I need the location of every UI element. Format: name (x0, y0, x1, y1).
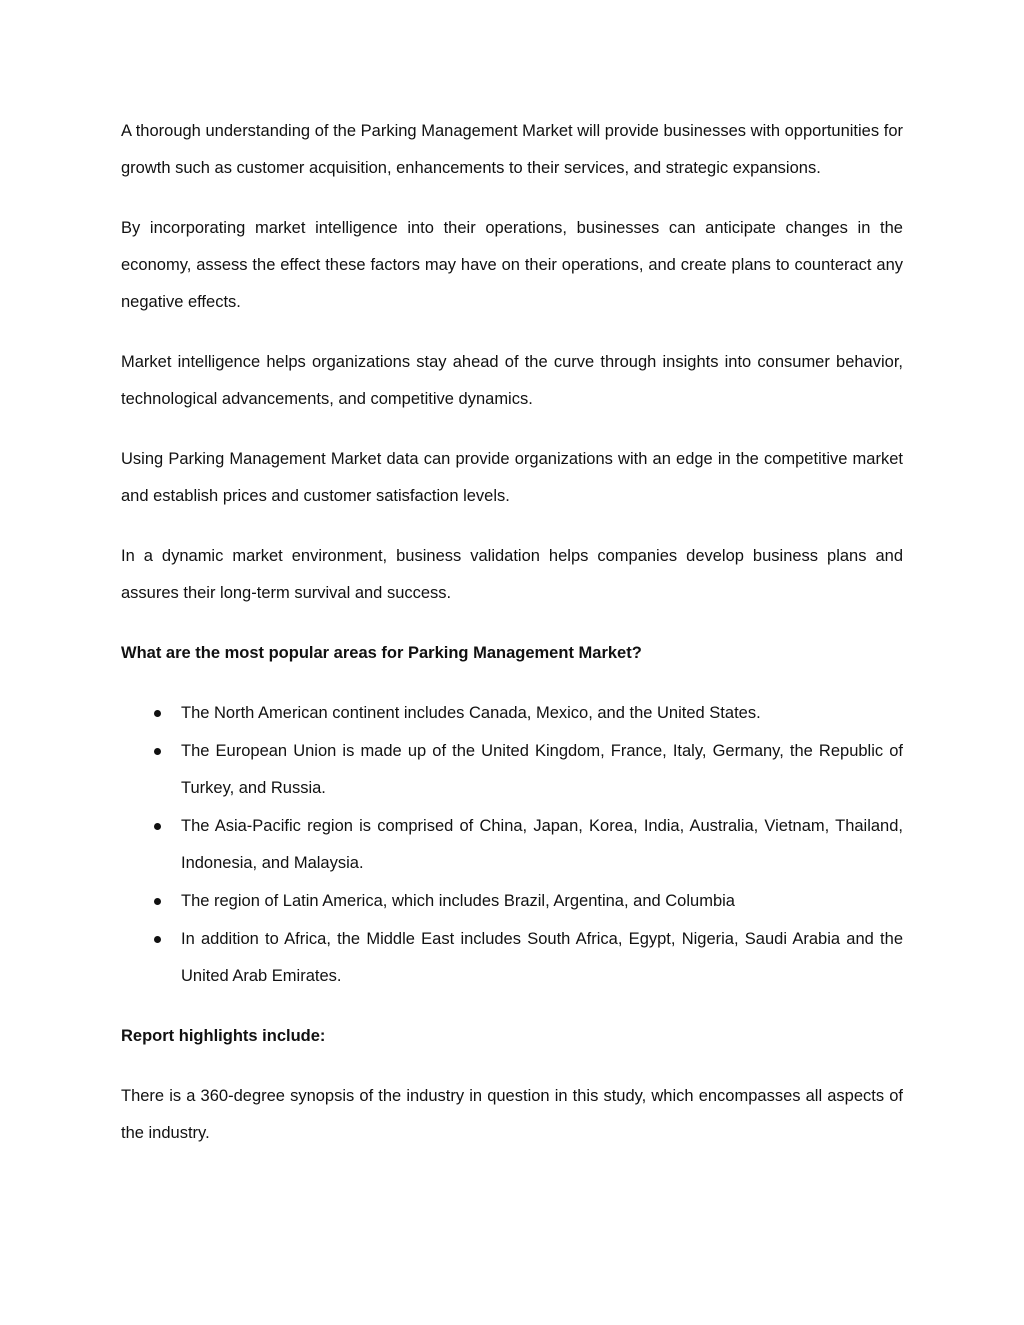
list-item-north-america (121, 695, 903, 732)
list-item-text: The Asia-Pacific region is comprised of China, Japan, Korea, India, Australia, Vietnam, Thailand, Indonesia, and Malaysia. (181, 817, 903, 872)
list-item-europe (121, 733, 903, 807)
list-item-text: The European Union is made up of the United Kingdom, France, Italy, Germany, the Republic of Turkey, and Russia. (181, 742, 903, 797)
paragraph-business-validation: In a dynamic market environment, business validation helps companies develop business plans and assures their long-term survival and success. (121, 547, 903, 602)
list-item-middle-east-africa (121, 921, 903, 995)
paragraph-market-intelligence-insights: Market intelligence helps organizations stay ahead of the curve through insights into consumer behavior, technological advancements, and competitive dynamics. (121, 353, 903, 408)
paragraph-highlights: There is a 360-degree synopsis of the industry in question in this study, which encompasses all aspects of the industry. (121, 1087, 903, 1142)
bullet-icon (154, 823, 161, 830)
list-item-latin-america (121, 883, 903, 920)
regions-list (121, 695, 903, 995)
list-item-asia-pacific (121, 808, 903, 882)
bullet-icon (154, 936, 161, 943)
paragraph-market-understanding: A thorough understanding of the Parking Management Market will provide businesses with opportunities for growth such as customer acquisition, enhancements to their services, and strategic expansions. (121, 122, 903, 177)
list-item-text: In addition to Africa, the Middle East includes South Africa, Egypt, Nigeria, Saudi Arabia and the United Arab Emirates. (181, 930, 903, 985)
list-item-text: The region of Latin America, which includes Brazil, Argentina, and Columbia (181, 892, 735, 910)
highlights-heading: Report highlights include: (121, 1027, 326, 1045)
bullet-icon (154, 898, 161, 905)
paragraph-market-data-edge: Using Parking Management Market data can provide organizations with an edge in the competitive market and establish prices and customer satisfaction levels. (121, 450, 903, 505)
bullet-icon (154, 710, 161, 717)
bullet-icon (154, 748, 161, 755)
list-item-text: The North American continent includes Canada, Mexico, and the United States. (181, 704, 761, 722)
document-page (121, 113, 903, 1175)
paragraph-market-intelligence-operations: By incorporating market intelligence into their operations, businesses can anticipate changes in the economy, assess the effect these factors may have on their operations, and create plans to counteract any negative effects. (121, 219, 903, 311)
regions-heading: What are the most popular areas for Parking Management Market? (121, 644, 642, 662)
